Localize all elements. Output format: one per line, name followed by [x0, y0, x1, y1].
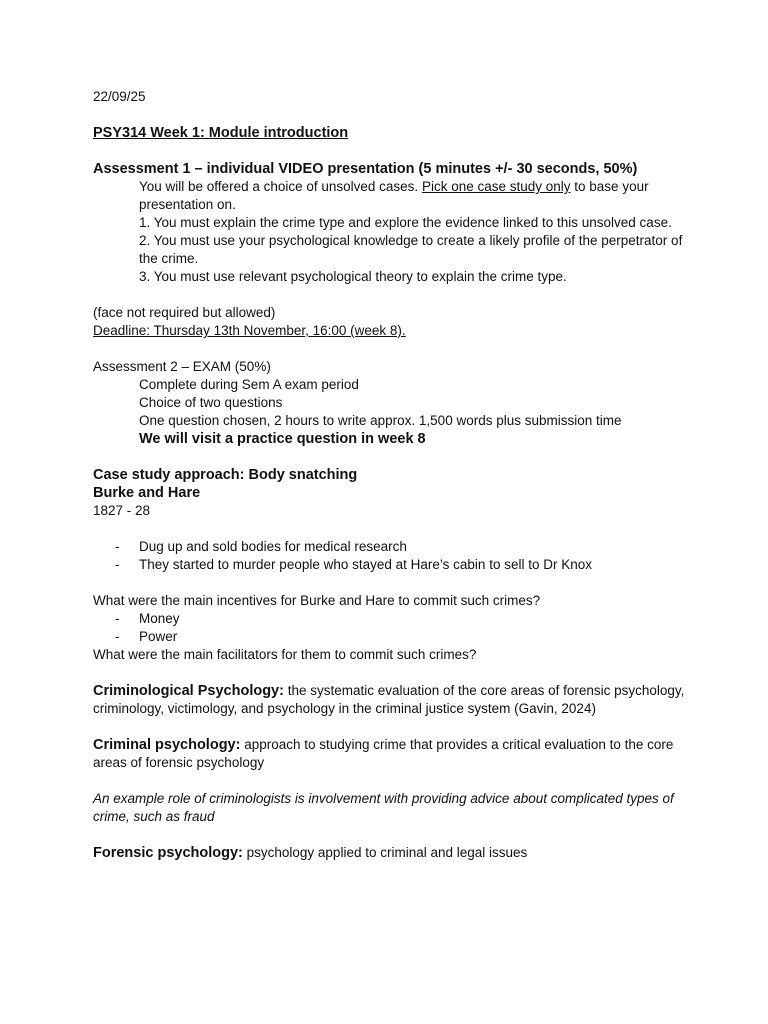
face-note: (face not required but allowed) [93, 305, 276, 320]
assessment2-line: Choice of two questions [139, 395, 283, 410]
list-item: - They started to murder people who stayed at Hare’s cabin to sell to Dr Knox [115, 557, 592, 572]
facilitators-question: What were the main facilitators for them to commit such crimes? [93, 647, 477, 662]
assessment1-point: 1. You must explain the crime type and explore the evidence linked to this unsolved case. [139, 215, 672, 230]
dash-bullet: - [115, 539, 120, 554]
definition-term: Forensic psychology: [93, 845, 243, 861]
definition-forensic: Forensic psychology: psychology applied to criminal and legal issues [93, 845, 528, 861]
incentives-list [93, 610, 693, 646]
incentives-question: What were the main incentives for Burke and Hare to commit such crimes? [93, 593, 541, 608]
definition-term: Criminal psychology: [93, 737, 241, 753]
pick-one-underlined: Pick one case study only [421, 179, 571, 194]
document-content [93, 88, 693, 862]
dash-bullet: - [115, 611, 120, 626]
example-note: An example role of criminologists is involvement with providing advice about complicated types of crime, such as fraud [93, 791, 674, 824]
practice-question-note: We will visit a practice question in week 8 [139, 431, 426, 447]
definition-criminal: Criminal psychology: approach to studying crime that provides a critical evaluation to the core areas of forensic psychology [93, 737, 674, 770]
case-study-years: 1827 - 28 [93, 503, 151, 518]
date: 22/09/25 [93, 89, 146, 104]
assessment2-body [139, 376, 693, 448]
dash-bullet: - [115, 629, 120, 644]
definition-criminological: Criminological Psychology: the systematic evaluation of the core areas of forensic psychology, criminology, victimology, and psychology in the criminal justice system (Gavin, 2024) [93, 683, 685, 716]
case-facts-list [93, 538, 693, 574]
assessment1-intro: You will be offered a choice of unsolved cases. Pick one case study only to base your presentation on. [139, 179, 649, 212]
case-study-heading: Case study approach: Body snatching [93, 467, 358, 483]
list-item: - Money [115, 611, 180, 626]
assessment2-line: Complete during Sem A exam period [139, 377, 359, 392]
assessment2-line: One question chosen, 2 hours to write approx. 1,500 words plus submission time [139, 413, 622, 428]
list-item: - Power [115, 629, 178, 644]
page-title: PSY314 Week 1: Module introduction [93, 125, 349, 141]
list-item: - Dug up and sold bodies for medical research [115, 539, 407, 554]
assessment2-heading: Assessment 2 – EXAM (50%) [93, 359, 271, 374]
definition-term: Criminological Psychology: [93, 683, 284, 699]
case-study-subheading: Burke and Hare [93, 485, 201, 501]
assessment1-body [139, 178, 693, 286]
deadline: Deadline: Thursday 13th November, 16:00 (week 8). [93, 323, 406, 338]
assessment1-point: 3. You must use relevant psychological theory to explain the crime type. [139, 269, 567, 284]
assessment1-heading: Assessment 1 – individual VIDEO presentation (5 minutes +/- 30 seconds, 50%) [93, 161, 638, 177]
dash-bullet: - [115, 557, 120, 572]
assessment1-point: 2. You must use your psychological knowledge to create a likely profile of the perpetrator of the crime. [139, 233, 683, 266]
